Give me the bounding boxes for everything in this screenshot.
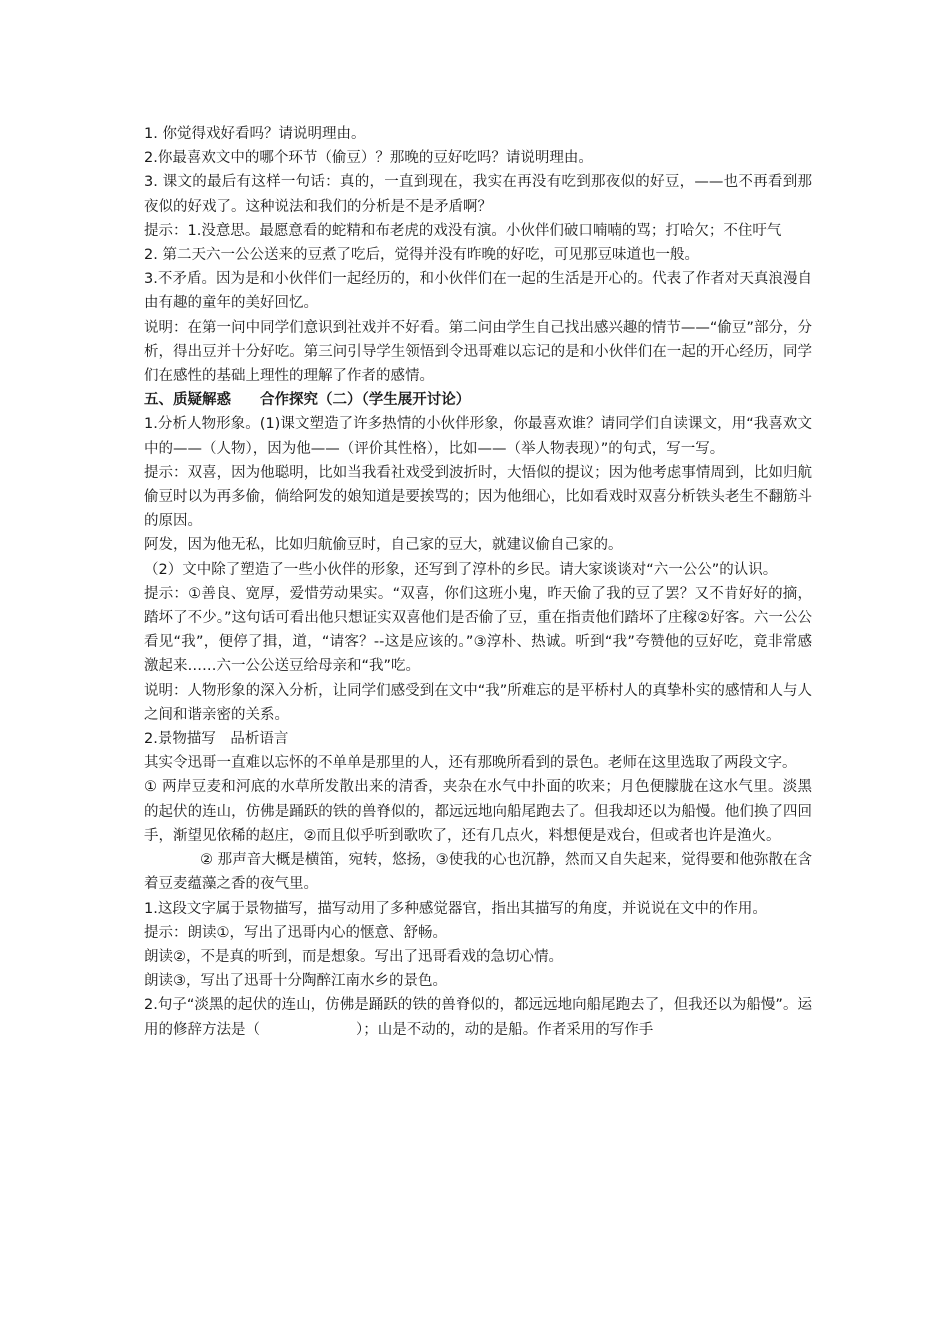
subheading-scenery: 2.景物描写 品析语言 <box>144 731 289 748</box>
scenery-intro: 其实令迅哥一直难以忘怀的不单单是那里的人，还有那晚所看到的景色。老师在这里选取了两段文字。 <box>144 755 797 772</box>
question-text-before-blank: 2.句子“淡黑的起伏的连山，仿佛是踊跃的铁的兽脊似的，都远远地向船尾跑去了，但我还以为船慢”。运用的修辞方法是（ <box>144 997 812 1038</box>
hint-reading-1: 提示：朗读①，写出了迅哥内心的惬意、舒畅。 <box>144 924 447 941</box>
question-text-after-blank: ）；山是不动的，动的是船。作者采用的写作手 <box>356 1021 654 1038</box>
hint-liuyi-gonggong: 提示：①善良、宽厚，爱惜劳动果实。“双喜，你们这班小鬼，昨天偷了我的豆了罢？又不肯好好的摘，踏坏了不少。”这句话可看出他只想证实双喜他们是否偷了豆，重在指责他们踏坏了庄稼②好客。六一公公看见“我”，便停了揖，道，“请客？--这是应该的。”③淳朴、热诚。听到“我”夸赞他的豆好吃，竟非常感激起来……六一公公送豆给母亲和“我”吃。 <box>144 585 812 675</box>
hint-afa: 阿发，因为他无私，比如归航偷豆时，自己家的豆大，就建议偷自己家的。 <box>144 537 623 554</box>
question-1: 1. 你觉得戏好看吗？请说明理由。 <box>144 126 366 142</box>
hint-1: 提示：1.没意思。最愿意看的蛇精和布老虎的戏没有演。小伙伴们破口喃喃的骂；打哈欠；不住吁气 <box>144 222 782 239</box>
hint-shuangxi: 提示：双喜，因为他聪明，比如当我看社戏受到波折时，大悟似的提议；因为他考虑事情周到，比如归航偷豆时以为再多偷，倘给阿发的娘知道是要挨骂的；因为他细心，比如看戏时双喜分析铁头老生不翻筋斗的原因。 <box>144 464 812 530</box>
question-3: 3. 课文的最后有这样一句话：真的，一直到现在，我实在再没有吃到那夜似的好豆，——也不再看到那夜似的好戏了。这种说法和我们的分析是不是矛盾啊？ <box>144 174 812 215</box>
hint-3: 3.不矛盾。因为是和小伙伴们一起经历的，和小伙伴们在一起的生活是开心的。代表了作者对天真浪漫自由有趣的童年的美好回忆。 <box>144 271 812 312</box>
explanation-2: 说明：人物形象的深入分析，让同学们感受到在文中“我”所难忘的是平桥村人的真挚朴实的感情和人与人之间和谐亲密的关系。 <box>144 682 812 723</box>
passage-2: ② 那声音大概是横笛，宛转，悠扬，③使我的心也沉静，然而又自失起来，觉得要和他弥散在含着豆麦蕴藻之香的夜气里。 <box>144 852 812 893</box>
question-2: 2.你最喜欢文中的哪个环节（偷豆）？那晚的豆好吃吗？请说明理由。 <box>144 150 593 167</box>
question-liuyi-gonggong: （2）文中除了塑造了一些小伙伴的形象，还写到了淳朴的乡民。请大家谈谈对“六一公公”的认识。 <box>144 561 778 578</box>
section-heading: 五、质疑解惑 合作探究（二）（学生展开讨论） <box>144 392 471 409</box>
hint-reading-3: 朗读③，写出了迅哥十分陶醉江南水乡的景色。 <box>144 973 447 990</box>
passage-1: ① 两岸豆麦和河底的水草所发散出来的清香，夹杂在水气中扑面的吹来；月色便朦胧在这水气里。淡黑的起伏的连山，仿佛是踊跃的铁的兽脊似的，都远远地向船尾跑去了。但我却还以为船慢。他们换了四回手，渐望见依稀的赵庄，②而且似乎听到歌吹了，还有几点火，料想便是戏台，但或者也许是渔火。 <box>144 779 812 844</box>
scenery-question-2 <box>144 993 812 1041</box>
character-analysis-question: 1.分析人物形象。(1)课文塑造了许多热情的小伙伴形象，你最喜欢谁？请同学们自读课文，用“我喜欢文中的——（人物），因为他——（评价其性格），比如——（举人物表现）”的句式，写一写。 <box>144 416 812 457</box>
scenery-question-1: 1.这段文字属于景物描写，描写动用了多种感觉器官，指出其描写的角度，并说说在文中的作用。 <box>144 900 767 917</box>
answer-blank <box>260 1019 356 1034</box>
hint-reading-2: 朗读②，不是真的听到，而是想象。写出了迅哥看戏的急切心情。 <box>144 948 563 965</box>
hint-2: 2. 第二天六一公公送来的豆煮了吃后，觉得并没有昨晚的好吃，可见那豆味道也一般。 <box>144 247 699 264</box>
document-body <box>144 122 812 1042</box>
explanation-1: 说明：在第一问中同学们意识到社戏并不好看。第二问由学生自己找出感兴趣的情节——“偷豆”部分，分析，得出豆并十分好吃。第三问引导学生领悟到令迅哥难以忘记的是和小伙伴们在一起的开心经历，同学们在感性的基础上理性的理解了作者的感情。 <box>144 319 812 385</box>
